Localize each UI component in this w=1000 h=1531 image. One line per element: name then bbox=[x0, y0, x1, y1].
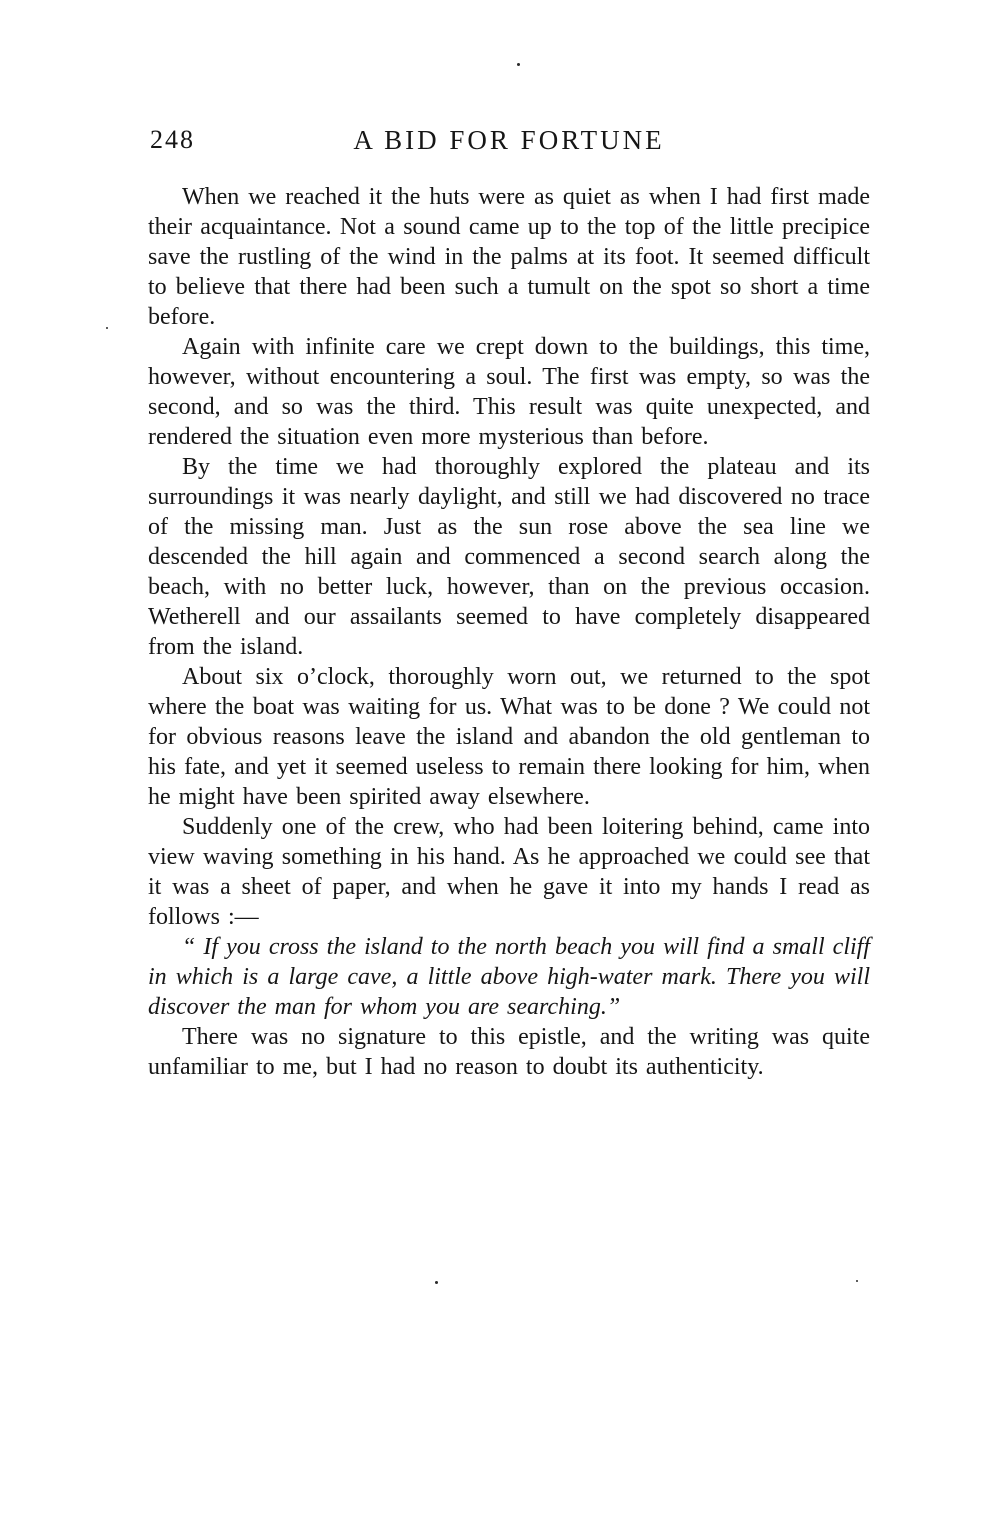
paragraph-3: By the time we had thoroughly explored the plateau and its surroundings it was nearly daylight, and still we had discovered no trace of the missing man. Just as the sun rose above the sea line we descended the hill again and commenced a second search along the beach, with no better luck, however, than on the previous occasion. Wetherell and our assailants seemed to have completely disappeared from the island. bbox=[148, 454, 870, 660]
page-header bbox=[148, 122, 870, 158]
quoted-letter: “ If you cross the island to the north beach you will find a small cliff in which is a large cave, a little above high-water mark. There you will discover the man for whom you are searching.” bbox=[148, 934, 870, 1020]
paragraph-5: Suddenly one of the crew, who had been loitering behind, came into view waving something in his hand. As he approached we could see that it was a sheet of paper, and when he gave it into my hands I read as follows :— bbox=[148, 814, 870, 930]
paragraph-7: There was no signature to this epistle, and the writing was quite unfamiliar to me, but I had no reason to doubt its authenticity. bbox=[148, 1024, 870, 1080]
scan-speck bbox=[517, 63, 520, 66]
paragraph-4: About six o’clock, thoroughly worn out, we returned to the spot where the boat was waiting for us. What was to be done ? We could not for obvious reasons leave the island and abandon the old gentleman to his fate, and yet it seemed useless to remain there looking for him, when he might have been spirited away elsewhere. bbox=[148, 664, 870, 810]
book-page bbox=[148, 122, 870, 1082]
paragraph-1: When we reached it the huts were as quiet as when I had first made their acquaintance. Not a sound came up to the top of the little precipice save the rustling of the wind in the palms at its foot. It seemed difficult to believe that there had been such a tumult on the spot so short a time before. bbox=[148, 184, 870, 330]
running-title: A BID FOR FORTUNE bbox=[353, 125, 665, 155]
scan-speck bbox=[106, 327, 108, 329]
page-number: 248 bbox=[150, 125, 195, 154]
scan-speck bbox=[435, 1281, 438, 1284]
scan-speck bbox=[856, 1280, 858, 1282]
body-text bbox=[148, 182, 870, 1082]
paragraph-2: Again with infinite care we crept down to the buildings, this time, however, without encountering a soul. The first was empty, so was the second, and so was the third. This result was quite unexpected, and rendered the situation even more mysterious than before. bbox=[148, 334, 870, 450]
